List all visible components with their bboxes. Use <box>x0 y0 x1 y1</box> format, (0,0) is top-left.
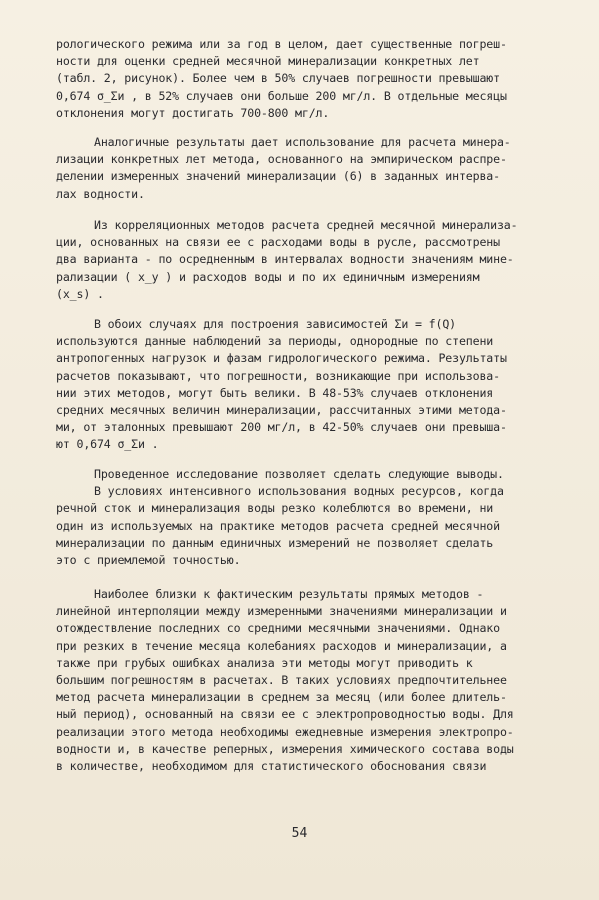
text-line: средних месячных величин минерализации, рассчитанных этими метода- <box>56 402 507 417</box>
text-line: ции, основанных на связи ее с расходами воды в русле, рассмотрены <box>56 235 500 250</box>
text-line: (x_s) . <box>56 286 104 301</box>
paragraph-4 <box>56 316 568 454</box>
text-line: большим погрешностям в расчетах. В таких условиях предпочтительнее <box>56 672 507 687</box>
text-line: делении измеренных значений минерализации (6) в заданных интерва- <box>56 169 500 184</box>
text-line: два варианта - по осредненным в интервалах водности значениям мине- <box>56 252 514 267</box>
text-line: реализации этого метода необходимы ежедневные измерения электропро- <box>56 724 514 739</box>
text-line: (табл. 2, рисунок). Более чем в 50% случаев погрешности превышают <box>56 71 500 86</box>
text-line: лизации конкретных лет метода, основанного на эмпирическом распре- <box>56 152 507 167</box>
text-line: используются данные наблюдений за периоды, однородные по степени <box>56 334 494 349</box>
text-line: ми, от эталонных превышают 200 мг/л, в 42-50% случаев они превыша- <box>56 420 507 435</box>
text-line: речной сток и минерализация воды резко колеблются во времени, ни <box>56 501 494 516</box>
text-line: Проведенное исследование позволяет сделать следующие выводы. <box>94 467 504 481</box>
paragraph-5 <box>56 466 568 569</box>
text-line: линейной интерполяции между измеренными значениями минерализации и <box>56 604 507 619</box>
text-line: В обоих случаях для построения зависимостей Σи = f(Q) <box>94 317 456 331</box>
text-line: водности и, в качестве реперных, измерения химического состава воды <box>56 741 514 756</box>
text-line: это с приемлемой точностью. <box>56 552 241 567</box>
text-line: один из используемых на практике методов расчета средней месячной <box>56 518 500 533</box>
text-line: антропогенных нагрузок и фазам гидрологического режима. Результаты <box>56 351 507 366</box>
text-line: расчетов показывают, что погрешности, возникающие при использова- <box>56 368 500 383</box>
text-line: рализации ( x_y ) и расходов воды и по их единичным измерениям <box>56 269 480 284</box>
text-line: отождествление последних со средними месячными значениями. Однако <box>56 621 500 636</box>
text-line: при резких в течение месяца колебаниях расходов и минерализации, а <box>56 638 507 653</box>
text-line: 0,674 σ_Σи , в 52% случаев они больше 200 мг/л. В отдельные месяцы <box>56 88 507 103</box>
text-line: ют 0,674 σ_Σи . <box>56 437 159 452</box>
text-line: Наиболее близки к фактическим результаты прямых методов - <box>94 587 484 601</box>
text-line: лах водности. <box>56 186 145 201</box>
text-line: В условиях интенсивного использования водных ресурсов, когда <box>94 484 504 499</box>
text-line: в количестве, необходимом для статистического обоснования связи <box>56 758 487 773</box>
text-line: Аналогичные результаты дает использование для расчета минера- <box>94 135 511 149</box>
text-line: метод расчета минерализации в среднем за месяц (или более длитель- <box>56 690 507 705</box>
text-line: ности для оценки средней месячной минерализации конкретных лет <box>56 54 480 69</box>
text-line: ный период), основанный на связи ее с электропроводностью воды. Для <box>56 707 514 722</box>
text-line: Из корреляционных методов расчета средней месячной минерализа- <box>94 218 518 232</box>
text-line: минерализации по данным единичных измерений не позволяет сделать <box>56 535 494 550</box>
text-line: нии этих методов, могут быть велики. В 48-53% случаев отклонения <box>56 385 494 400</box>
paragraph-1 <box>56 36 568 122</box>
paragraph-2 <box>56 134 568 203</box>
paragraph-3 <box>56 217 568 303</box>
text-line: рологического режима или за год в целом, дает существенные погреш- <box>56 37 507 51</box>
text-line: отклонения могут достигать 700-800 мг/л. <box>56 105 330 120</box>
page-number: 54 <box>291 826 308 841</box>
paragraph-6 <box>56 586 568 775</box>
text-line: также при грубых ошибках анализа эти методы могут приводить к <box>56 655 473 670</box>
